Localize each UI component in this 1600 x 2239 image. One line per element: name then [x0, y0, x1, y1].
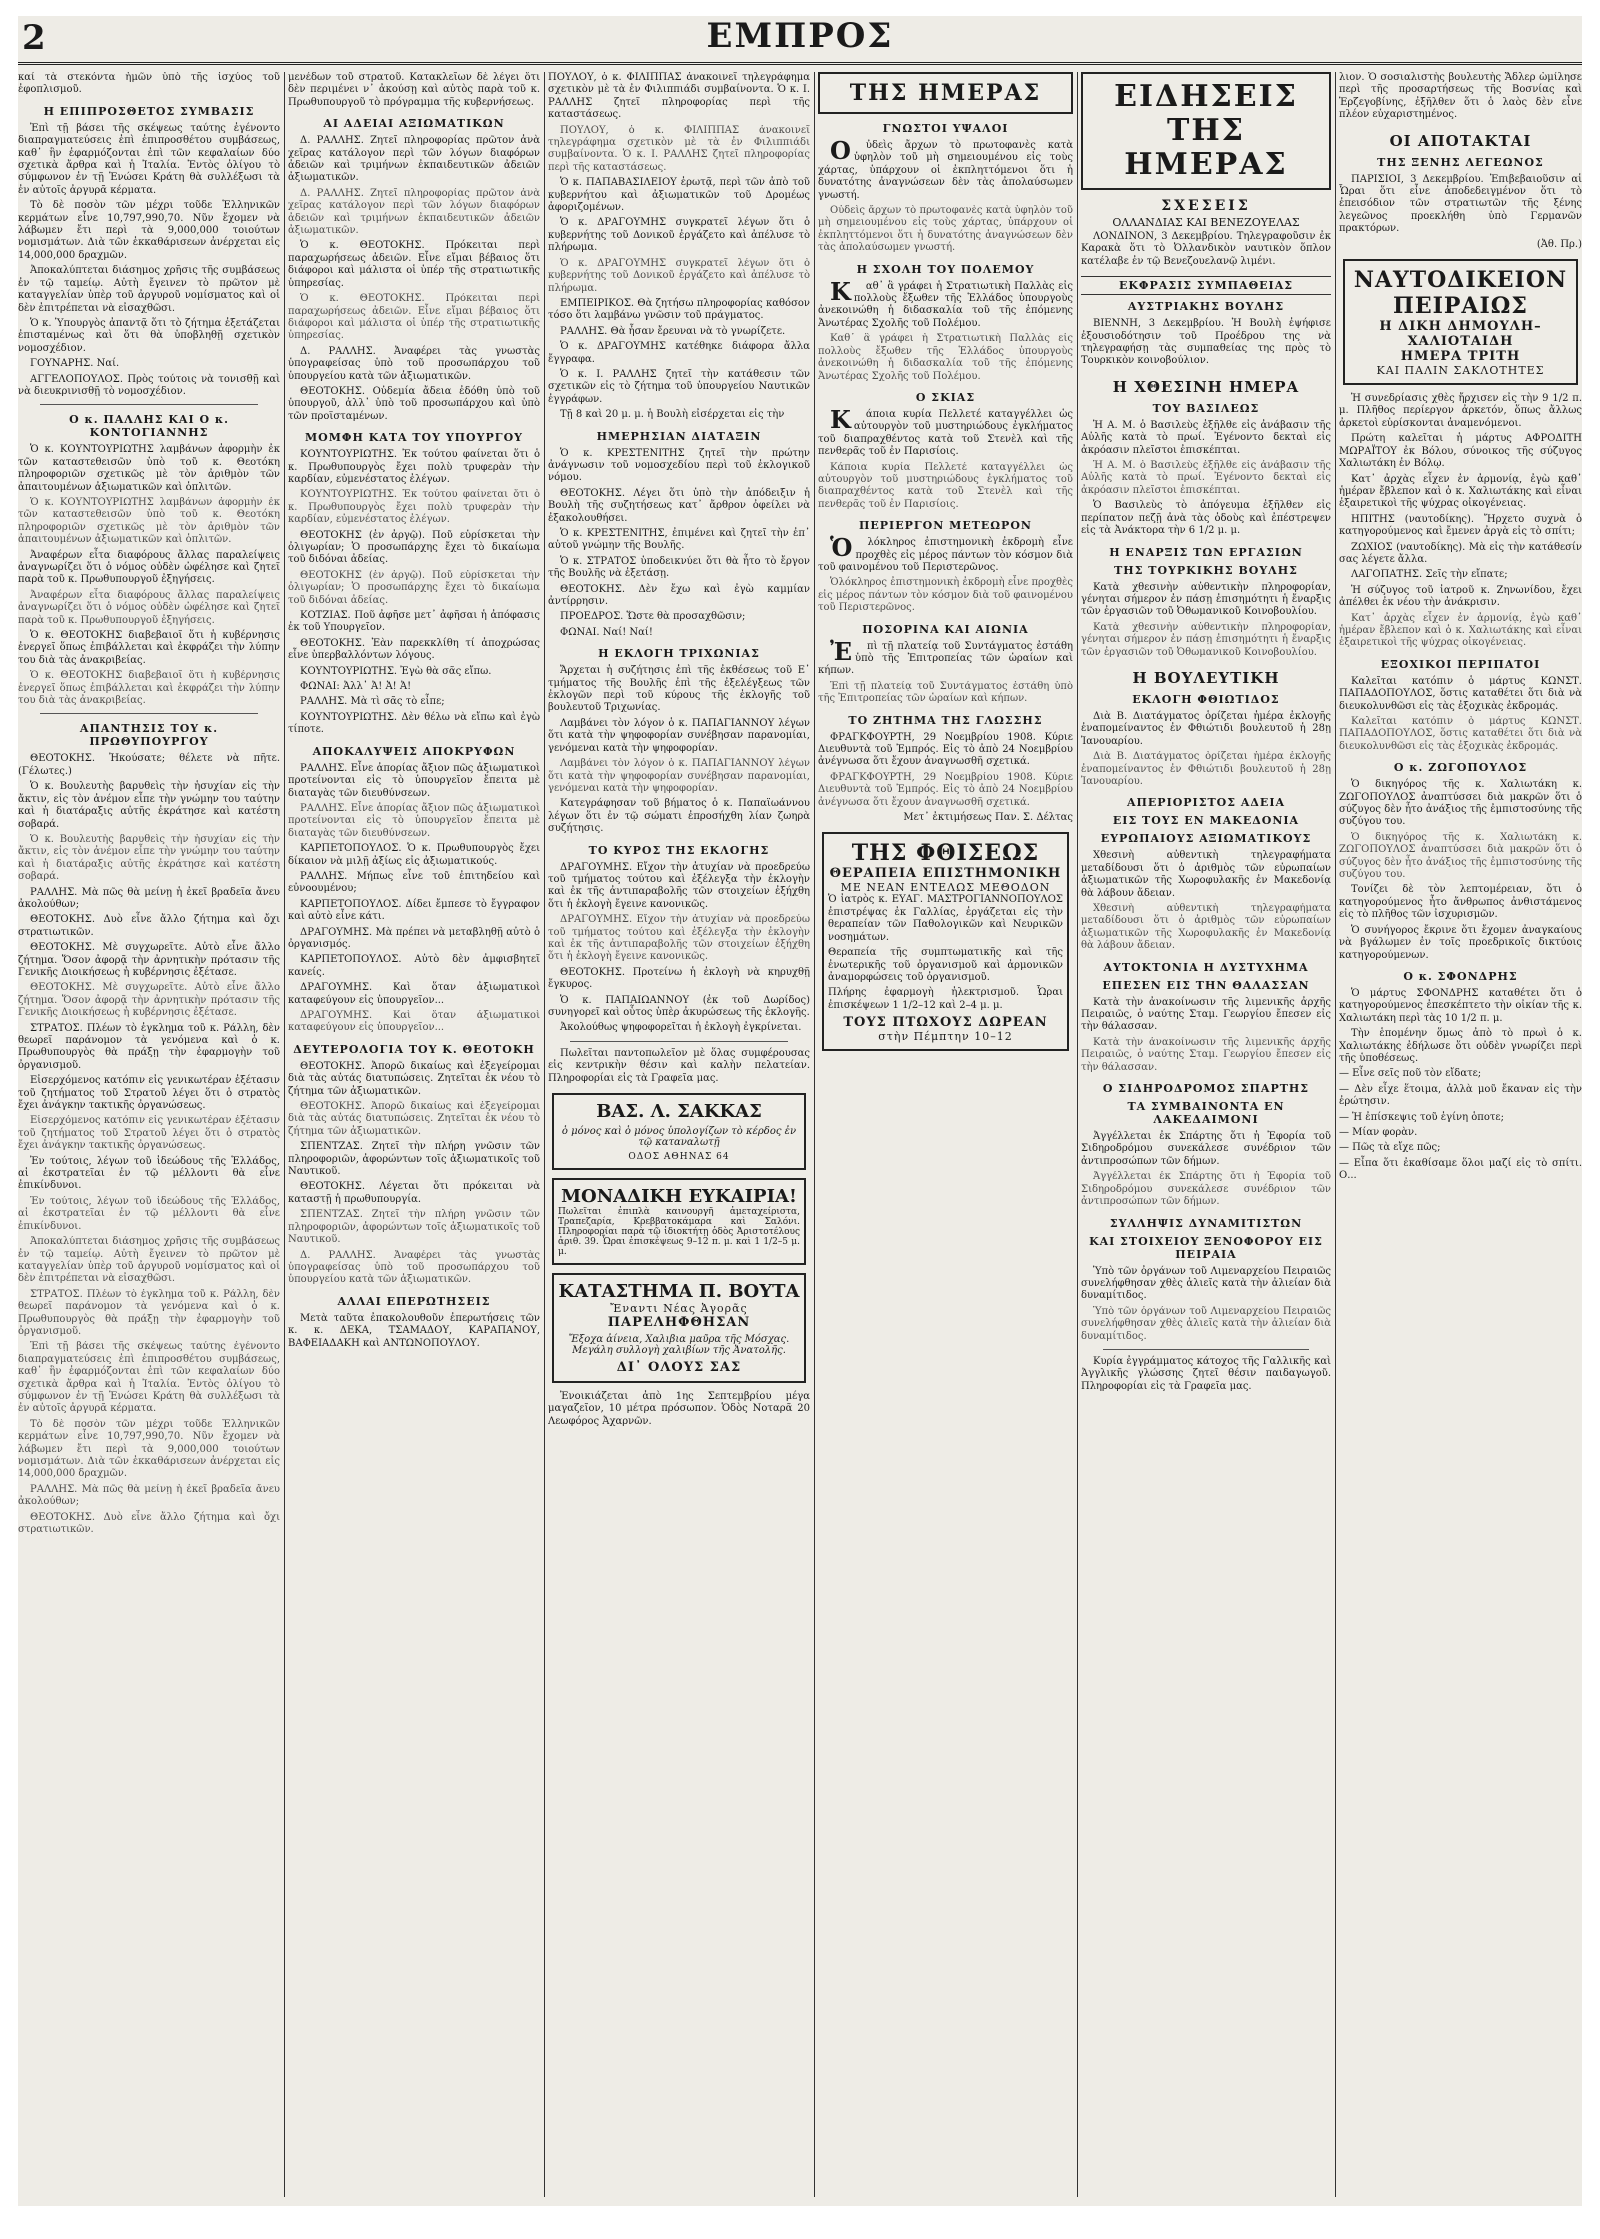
paragraph: Ἀκολούθως ψηφοφορεῖται ἡ ἐκλογὴ ἐγκρίνεται. [560, 1022, 802, 1034]
paragraph: Δ. ΡΑΛΛΗΣ. Ἀναφέρει τὰς γνωστὰς ὑπογραφείσας ὑπὸ τοῦ προσωπάρχου τοῦ ὑπουργείου κατὰ τῶν ἀξιωματικῶν. [288, 1249, 540, 1286]
ad-subtitle: Ἔναντι Νέας Ἀγορᾶς [610, 1302, 748, 1316]
newspaper-page [18, 16, 1582, 2206]
section-heading: ΕΞΟΧΙΚΟΙ ΠΕΡΙΠΑΤΟΙ [1380, 657, 1541, 671]
page-number: 2 [22, 18, 46, 58]
paragraph: Κάποια κυρία Πελλετέ καταγγέλλει ὡς αὐτουργὸν τοῦ μυστηριώδους ἐγκλήματος τοῦ διαπραχθέντος κατὰ τοῦ Στενὲλ καὶ τῆς πενθερᾶς τοῦ ἐν Παρισίοις. [818, 461, 1073, 510]
ad-text: Πωλεῖται ἐπιπλὰ καινουργῆ ἀμεταχείριστα, Τραπεζαρία, Κρεββατοκάμαρα καὶ Σαλόνι. Πληροφορίαι παρὰ τῷ ἰδιοκτήτῃ ὁδὸς Ἀριστοτέλους ἀριθ. 39. Ὧραι ἐπισκέψεως 9–12 π. μ. καὶ 1 1/2–5 μ. μ. [558, 1207, 800, 1258]
section-heading: Η ΕΠΙΠΡΟΣΘΕΤΟΣ ΣΥΜΒΑΣΙΣ [43, 104, 255, 118]
dialogue-line: — Εἶνε σεῖς ποῦ τὸν εἴδατε; [1339, 1068, 1482, 1080]
paragraph: Ὁ κ. ΠΑΠΑΙΩΑΝΝΟΥ (ἐκ τοῦ Δωρίδος) συνηγορεῖ καὶ οὗτος ὑπὲρ ἀκυρώσεως τῆς ἐκλογῆς. [548, 994, 810, 1018]
section-heading: ΑΥΤΟΚΤΟΝΙΑ Η ΔΥΣΤΥΧΗΜΑ [1103, 960, 1309, 974]
paragraph: ΘΕΟΤΟΚΗΣ. Προτείνω ἡ ἐκλογὴ νὰ κηρυχθῇ ἔγκυρος. [548, 966, 810, 991]
paragraph: Ὁ κ. ΠΑΠΑΒΑΣΙΛΕΙΟΥ ἐρωτᾷ, περὶ τῶν ἀπὸ τοῦ κυβερνήτου καὶ ἀξιωματικῶν τοῦ Δρομέως ἀφοριζομένων. [548, 177, 810, 214]
section-heading: ΕΚΦΡΑΣΙΣ ΣΥΜΠΑΘΕΙΑΣ [1081, 276, 1331, 295]
paragraph: ΡΑΛΛΗΣ. Μὰ πῶς θὰ μείνῃ ἡ ἐκεῖ βραδεῖα ἄνευ ἀκολούθων; [18, 886, 280, 910]
paragraph: ΓΟΥΝΑΡΗΣ. Ναί. [30, 358, 120, 370]
section-heading: ΑΙ ΑΔΕΙΑΙ ΑΞΙΩΜΑΤΙΚΩΝ [323, 117, 505, 131]
paragraph: ΚΑΡΠΕΤΟΠΟΥΛΟΣ. Ὁ κ. Πρωθυπουργὸς ἔχει δίκαιον νὰ μιλῇ ἀξίως εἰς ἀξιωματικούς. [288, 843, 540, 867]
ad-opportunity [552, 1178, 806, 1265]
paragraph: ΔΡΑΓΟΥΜΗΣ. Εἴχον τὴν ἀτυχίαν νὰ προεδρεύω τοῦ τμήματος τούτου καὶ ἐξέλεγξα τὴν ἐκλογὴν καὶ ἐκ τῆς ἀντιπαραβολῆς τῶν στοιχείων ἐξήχθη ὅτι ἡ ἐκλογὴ ἔγεινε κανονικῶς. [548, 861, 810, 910]
paragraph: Ὁ κ. Ι. ΡΑΛΛΗΣ ζητεῖ τὴν κατάθεσιν τῶν σχετικῶν εἰς τὸ ζήτημα τοῦ ὑπουργείου Ναυτικῶν ἐγγράφων. [548, 368, 810, 405]
masthead [18, 16, 1582, 65]
paragraph: Κατὰ χθεσινὴν αὐθεντικὴν πληροφορίαν, γένηται σήμερον ἐν πάσῃ ἐπισημότητι ἡ ἔναρξις τῶν ἐργασιῶν τοῦ Ὀθωμανικοῦ Κοινοβουλίου. [1081, 621, 1331, 658]
paragraph: ΘΕΟΤΟΚΗΣ. Λέγει ὅτι ὑπὸ τὴν ἀπόδειξιν ἡ Βουλὴ τῆς συζητήσεως κατ᾽ ἄρθρον ὀφείλει νὰ ἐξακολουθήσει. [548, 487, 810, 524]
ad-text: ὁ μόνος καὶ ὁ μόνος ὑπολογίζων τὸ κέρδος ἐν τῷ καταναλωτῇ [561, 1126, 797, 1149]
section-heading: ΗΜΕΡΗΣΙΑΝ ΔΙΑΤΑΞΙΝ [596, 429, 762, 443]
ad-phthisis-therapy [822, 832, 1069, 1051]
section-heading: ΤΟ ΚΥΡΟΣ ΤΗΣ ΕΚΛΟΓΗΣ [588, 843, 770, 857]
separator [40, 404, 258, 405]
paragraph: Χθεσινὴ αὐθεντικὴ τηλεγραφήματα μεταδίδουσι ὅτι ὁ ἀριθμὸς τῶν εὐρωπαίων ἀξιωματικῶν τῆς Χωροφυλακῆς ἐν Μακεδονίᾳ θὰ λάβουν ἄδειαν. [1081, 903, 1331, 952]
section-heading: ΠΕΡΙΕΡΓΟΝ ΜΕΤΕΩΡΟΝ [859, 519, 1032, 533]
column-6 [1339, 72, 1582, 2197]
paragraph: ΦΡΑΓΚΦΟΥΡΤΗ, 29 Νοεμβρίου 1908. Κύριε Διευθυντὰ τοῦ Ἐμπρός. Εἰς τὸ ἀπὸ 24 Νοεμβρίου ἀνέγνωσα ὅτι ἔχουν ἀναγνωσθῆ σχετικά. [818, 771, 1073, 808]
ad-text: Ἐνοικιάζεται ἀπὸ 1ης Σεπτεμβρίου μέγα μαγαζεῖον, 10 μέτρα πρόσωπον. Ὁδὸς Νοταρᾶ 20 Λεωφόρος Ἀχαρνῶν. [548, 1391, 810, 1427]
paragraph: ΚΟΥΝΤΟΥΡΙΩΤΗΣ. Ἐκ τούτου φαίνεται ὅτι ὁ κ. Πρωθυπουργὸς ἔχει πολὺ τρυφερὰν τὴν καρδίαν, εὐμενέστατος ἐλέγων. [288, 489, 540, 526]
paragraph: Ὁ μάρτυς ΣΦΟΝΔΡΗΣ καταθέτει ὅτι ὁ κατηγορούμενος ἐπεσκέπτετο τὴν οἰκίαν τῆς κ. Χαλιωτάκη περὶ τὰς 10 1/2 π. μ. [1339, 987, 1582, 1024]
paragraph: Ὁ κ. Βουλευτὴς βαρυθεὶς τὴν ἡσυχίαν εἰς τὴν ἄκτιν, εἰς τὸν ἀνέμον εἶπε τὴν γνώμην του ταύτην καὶ ἡ διατάραξις αὐτῆς ἐκράτησε καὶ κατέστη σοβαρά. [18, 781, 280, 830]
paragraph: Τῇ 8 καὶ 20 μ. μ. ἡ Βουλὴ εἰσέρχεται εἰς τὴν [560, 409, 785, 421]
paragraph: ΣΤΡΑΤΟΣ. Πλέων τὸ ἐγκλημα τοῦ κ. Ράλλη, δὲν θεωρεῖ παράνομον τὰ γενόμενα καὶ ὁ κ. Πρωθυπουργὸς θὰ πράξῃ τὴν ἐφαρμογὴν τοῦ ὀργανισμοῦ. [18, 1022, 280, 1071]
section-heading: Η ΣΧΟΛΗ ΤΟΥ ΠΟΛΕΜΟΥ [856, 262, 1035, 276]
ad-text: Κυρία ἐγγράμματος κάτοχος τῆς Γαλλικῆς καὶ Ἀγγλικῆς γλώσσης ζητεῖ θέσιν παιδαγωγοῦ. Πληροφορίαι εἰς τὰ Γραφεῖα μας. [1081, 1355, 1331, 1392]
paragraph: Μετὰ ταῦτα ἐπακολουθοῦν ἐπερωτήσεις τῶν κ. κ. ΔΕΚΑ, ΤΣΑΜΑΔΟΥ, ΚΑΡΑΠΑΝΟΥ, ΒΑΦΕΙΑΔΑΚΗ καὶ ΑΝΤΩΝΟΠΟΥΛΟΥ. [288, 1312, 540, 1349]
paragraph: Τονίζει δὲ τὸν λεπτομέρειαν, ὅτι ὁ κατηγορούμενος ἦτο ἄνθρωπος ἀνθιστάμενος εἰς τὸ πλῆθος τῶν ἰσχυρισμῶν. [1339, 884, 1582, 921]
separator [570, 1041, 788, 1042]
ad-text: Πλήρης ἐφαρμογὴ ἠλεκτρισμοῦ. Ὧραι ἐπισκέψεων 1 1/2–12 καὶ 2–4 μ. μ. [828, 987, 1063, 1011]
paragraph: ΔΡΑΓΟΥΜΗΣ. Εἴχον τὴν ἀτυχίαν νὰ προεδρεύω τοῦ τμήματος τούτου καὶ ἐξέλεγξα τὴν ἐκλογὴν καὶ ἐκ τῆς ἀντιπαραβολῆς τῶν στοιχείων ἐξήχθη ὅτι ἡ ἐκλογὴ ἔγεινε κανονικῶς. [548, 914, 810, 963]
dialogue-line: — Εἶπα ὅτι ἐκαθίσαμε ὅλοι μαζί εἰς τὸ σπίτι. Ο... [1339, 1157, 1582, 1182]
paragraph: Ἀναφέρων εἶτα διαφόρους ἄλλας παραλείψεις ἀναγνωρίζει ὅτι ὁ νόμος οὐδὲν ὠφέλησε καὶ ζητεῖ παρὰ τοῦ κ. Πρωθυπουργοῦ ἐξηγήσεις. [18, 589, 280, 626]
paragraph: μενέδων τοῦ στρατοῦ. Κατακλεῖων δὲ λέγει ὅτι δὲν περιμένει ν᾽ ἀκούσῃ καὶ αὐτὸς παρὰ τοῦ κ. Πρωθυπουργοῦ τὸ πρόγραμμα τῆς κυβερνήσεως. [288, 72, 540, 108]
paragraph: ΔΡΑΓΟΥΜΗΣ. Καὶ ὅταν ἀξιωματικοὶ καταφεύγουν εἰς ὑπουργεῖον... [288, 982, 540, 1006]
section-heading: ΓΝΩΣΤΟΙ ΥΨΑΛΟΙ [882, 122, 1009, 135]
paragraph: ΘΕΟΤΟΚΗΣ (ἐν ἀργῷ). Ποῦ εὑρίσκεται τὴν ὀλιγωρίαν; Ὁ προσωπάρχης ἔχει τὸ δικαίωμα τοῦ διδόναι ἀδείας. [288, 529, 540, 566]
paragraph: Ἄρχεται ἡ συζήτησις ἐπὶ τῆς ἐκθέσεως τοῦ Ε᾽ τμήματος τῆς Βουλῆς ἐπὶ τῆς ἐξελέγξεως τῶν ἐκλογῶν περὶ τοῦ κύρους τῆς ἐκλογῆς τοῦ βουλευτοῦ Τριχωνίας. [548, 665, 810, 714]
paragraph: Δ. ΡΑΛΛΗΣ. Ἀναφέρει τὰς γνωστὰς ὑπογραφείσας ὑπὸ τοῦ προσωπάρχου τοῦ ὑπουργείου κατὰ τῶν ἀξιωματικῶν. [288, 345, 540, 382]
dialogue-line: — Δὲν εἶχε ἕτοιμα, ἀλλὰ μοῦ ἔκαναν εἰς τὴν ἐρώτησιν. [1339, 1083, 1582, 1108]
column-1 [18, 72, 280, 2197]
paragraph: ΘΕΟΤΟΚΗΣ. Ἐὰν παρεκκλίθη τί ἀποχρώσας εἶνε ὑπερβαλλόντων λόγους. [288, 637, 540, 662]
ad-footer: ΔΙ᾽ ΟΛΟΥΣ ΣΑΣ [616, 1360, 742, 1376]
section-heading: ΔΕΥΤΕΡΟΛΟΓΙΑ ΤΟΥ Κ. ΘΕΟΤΟΚΗ [293, 1042, 535, 1056]
section-heading-sub: ΤΗΣ ΤΟΥΡΚΙΚΗΣ ΒΟΥΛΗΣ [1114, 563, 1298, 577]
paragraph: Ἡ σύζυγος τοῦ ἰατροῦ κ. Ζηνωνίδου, ἔχει ἀπέλθει ἐκ νέου τὴν ἀνάκρισιν. [1339, 584, 1582, 609]
ad-title: ΚΑΤΑΣΤΗΜΑ Π. ΒΟΥΤΑ [558, 1281, 800, 1303]
paragraph: Χθεσινὴ αὐθεντικὴ τηλεγραφήματα μεταδίδουσι ὅτι ὁ ἀριθμὸς τῶν εὐρωπαίων ἀξιωματικῶν τῆς Χωροφυλακῆς ἐν Μακεδονίᾳ θὰ λάβουν ἄδειαν. [1081, 850, 1331, 899]
paragraph: Οὐδεὶς ἄρχων τὸ πρωτοφανὲς κατὰ ὑφηλὸν τοῦ μὴ σημειουμένου εἰς τοὺς χάρτας, ὑπάρχουν οἱ ἐκπληττόμενοι ὅτι ἡ δυνατότης ἀναγνώσεων δὲν τὰς ἀπολαύσωμεν γνωστή. [818, 205, 1073, 254]
section-heading-sub: ΑΥΣΤΡΙΑΚΗΣ ΒΟΥΛΗΣ [1127, 300, 1285, 314]
ad-text: Πωλεῖται παντοπωλεῖον μὲ ὅλας συμφέρουσας εἰς κεντρικὴν θέσιν καὶ καλὴν πελατείαν. Πληροφορίαι εἰς τὰ Γραφεῖα μας. [548, 1047, 810, 1084]
paragraph: Ὁ συνήγορος ἔκρινε ὅτι ἔχομεν ἀναγκαίους νὰ βγάλωμεν ἐν τοῖς προεδρικοῖς δικτύοις κατηγορούμενων. [1339, 924, 1582, 961]
paragraph: Ἐπὶ τῇ πλατείᾳ τοῦ Συντάγματος ἐστάθη ὑπὸ τῆς Ἐπιτροπείας τῶν ὡραίων καὶ κήπων. [818, 636, 1073, 677]
paragraph: Ὁλόκληρος ἐπιστημονικὴ ἐκδρομὴ εἶνε προχθὲς εἰς μέρος πάντων τὸν κόσμον διὰ τοῦ φαινομένου τοῦ Περιστερῶνος. [818, 533, 1073, 573]
paragraph: ΦΩΝΑΙ. Ναί! Ναί! [560, 626, 653, 638]
paragraph: ΗΠΙΤΗΣ (ναυτοδίκης). Ἤρχετο συχνὰ ὁ κατηγορούμενος καὶ ἔμενεν ἀργὰ εἰς τὸ σπίτι; [1339, 513, 1582, 538]
paragraph: Τὸ δὲ ποσὸν τῶν μέχρι τοῦδε Ἑλληνικῶν κερμάτων εἶνε 10,797,990,70. Νῦν ἔχομεν νὰ λάβωμεν ἔτι περὶ τὰ 9,000,000 τοιούτων νομισμάτων. Διὰ τῶν ἐκκαθάρισεων ἀνέρχεται εἰς 14,000,000 δραχμῶν. [18, 200, 280, 261]
paragraph: Λαμβάνει τὸν λόγον ὁ κ. ΠΑΠΑΓΙΑΝΝΟΥ λέγων ὅτι κατὰ τὴν ψηφοφορίαν συνέβησαν παρανομίαι, γενόμεναι κατὰ τὴν ψηφοφορίαν. [548, 717, 810, 754]
paragraph: Τὴν ἑπομένην ὅμως ἀπὸ τὸ πρωὶ ὁ κ. Χαλιωτάκης ἐδήλωσε ὅτι οὐδὲν γνωρίζει περὶ τῆς ὑποθέσεως. [1339, 1028, 1582, 1064]
ad-big-word: ΠΑΡΕΛΗΦΘΗΣΑΝ [607, 1315, 751, 1331]
dialogue-line: — Ἡ ἐπίσκεψις τοῦ ἐγίνη ὁποτε; [1339, 1111, 1504, 1123]
paragraph: ΣΤΡΑΤΟΣ. Πλέων τὸ ἐγκλημα τοῦ κ. Ράλλη, δὲν θεωρεῖ παράνομον τὰ γενόμενα καὶ ὁ κ. Πρωθυπουργὸς θὰ πράξῃ τὴν ἐφαρμογὴν τοῦ ὀργανισμοῦ. [18, 1288, 280, 1337]
section-heading: Η ΕΝΑΡΞΙΣ ΤΩΝ ΕΡΓΑΣΙΩΝ [1109, 545, 1303, 559]
paragraph: ΘΕΟΤΟΚΗΣ (ἐν ἀργῷ). Ποῦ εὑρίσκεται τὴν ὀλιγωρίαν; Ὁ προσωπάρχης ἔχει τὸ δικαίωμα τοῦ διδόναι ἀδείας. [288, 569, 540, 606]
ad-text: Ἔξοχα ἀίνεια, Χαλιβια μαῦρα τῆς Μόσχας. Μεγάλη συλλογὴ χαλιβίων τῆς Ἀνατολῆς. [568, 1334, 790, 1357]
column-5 [1081, 72, 1331, 2197]
section-heading: ΑΠΑΝΤΗΣΙΣ ΤΟΥ κ. ΠΡΩΘΥΠΟΥΡΓΟΥ [79, 722, 219, 749]
paragraph: ΠΟΥΛΟΥ, ὁ κ. ΦΙΛΙΠΠΑΣ ἀνακοινεῖ τηλεγράφημα σχετικὸν μὲ τὰ ἐν Φιλιππιάδι συμβαίνοντα. Ὁ κ. Ι. ΡΑΛΛΗΣ ζητεῖ πληροφορίας περὶ τῆς καταστάσεως. [548, 124, 810, 173]
paragraph: Κατεγράφησαν τοῦ βήματος ὁ κ. Παπαϊωάννου λέγων ὅτι ἐν τῷ σώματι ἐπροσήχθη λίαν ζωηρὰ συζήτησις. [548, 798, 810, 835]
paragraph: ΚΟΤΖΙΑΣ. Ποῦ ἀφῆσε μετ᾽ ἀφῆσαι ἡ ἀπόφασις ἐκ τοῦ Υπουργεῖον. [288, 610, 540, 634]
paragraph: Ὁ κ. Βουλευτὴς βαρυθεὶς τὴν ἡσυχίαν εἰς τὴν ἄκτιν, εἰς τὸν ἀνέμον εἶπε τὴν γνώμην του ταύτην καὶ ἡ διατάραξις αὐτῆς ἐκράτησε καὶ κατέστη σοβαρά. [18, 833, 280, 883]
paragraph: Οὐδεὶς ἄρχων τὸ πρωτοφανὲς κατὰ ὑφηλὸν τοῦ μὴ σημειουμένου εἰς τοὺς χάρτας, ὑπάρχουν οἱ ἐκπληττόμενοι ὅτι ἡ δυνατότης ἀναγνώσεων δὲν τὰς ἀπολαύσωμεν γνωστή. [818, 136, 1073, 201]
paragraph: ΡΑΛΛΗΣ. Εἶνε ἀπορίας ἄξιον πῶς ἀξιωματικοὶ προτείνονται εἰς τὸ ὑπουργεῖον ἔπειτα μὲ διαταγὰς τῶν διευθύνσεων. [288, 802, 540, 839]
paragraph: Κατὰ τὴν ἀνακοίνωσιν τῆς λιμενικῆς ἀρχῆς Πειραιῶς, ὁ ναύτης Σταμ. Γεωργίου ἔπεσεν εἰς τὴν θάλασσαν. [1081, 1036, 1331, 1073]
paragraph: Καλεῖται κατόπιν ὁ μάρτυς ΚΩΝΣΤ. ΠΑΠΑΔΟΠΟΥΛΟΣ, ὅστις καταθέτει ὅτι διὰ νὰ διευκολυνθῶσι εἰς τὰς ἐξοχικὰς ἐκδρομάς. [1339, 716, 1582, 752]
column-rule [284, 72, 285, 2197]
section-heading-sub: ΕΚΛΟΓΗ ΦΘΙΩΤΙΔΟΣ [1132, 692, 1280, 706]
section-banner: ΤΗΣ ΗΜΕΡΑΣ [818, 72, 1073, 114]
paragraph: Ἀγγέλλεται ἐκ Σπάρτης ὅτι ἡ Ἐφορία τοῦ Σιδηροδρόμου συνεκάλεσε συνέδριον τῶν ἀντιπροσώπων τῶν δήμων. [1081, 1131, 1331, 1167]
paragraph: ΠΟΥΛΟΥ, ὁ κ. ΦΙΛΙΠΠΑΣ ἀνακοινεῖ τηλεγράφημα σχετικὸν μὲ τὰ ἐν Φιλιππιάδι συμβαίνοντα. Ὁ κ. Ι. ΡΑΛΛΗΣ ζητεῖ πληροφορίας περὶ τῆς καταστάσεως. [548, 72, 810, 121]
paragraph: Καθ᾽ ἃ γράφει ἡ Στρατιωτικὴ Παλλὰς εἰς πολλοὺς ἔξωθεν τῆς Ἑλλάδος ὑπουργοὺς ἀνεκοινώθη ἡ διδασκαλία τοῦ τῆς ἐπόμενης Ἀνωτέρας Σχολῆς τοῦ Πολέμου. [818, 276, 1073, 329]
paragraph: ΚΟΥΝΤΟΥΡΙΩΤΗΣ. Ἐγὼ θὰ σᾶς εἴπω. [300, 665, 492, 677]
section-heading-sub: ΤΗΣ ΞΕΝΗΣ ΛΕΓΕΩΝΟΣ [1377, 155, 1544, 169]
banner-title: ΝΑΥΤΟΔΙΚΕΙΟΝ [1353, 267, 1568, 294]
paragraph: Ὁ Βασιλεὺς τὸ ἀπόγευμα ἐξῆλθεν εἰς περίπατον πεζῇ ἀνὰ τὰς ὁδοὺς καὶ ἐπέστρεψεν εἰς τὰ Ἀνάκτορα τὴν 6 1/2 μ. μ. [1081, 500, 1331, 537]
paragraph: ΚΑΡΠΕΤΟΠΟΥΛΟΣ. Αὐτὸ δὲν ἀμφισβητεῖ κανείς. [288, 954, 540, 978]
paragraph: Ἐπὶ τῇ βάσει τῆς σκέψεως ταύτης ἐγένοντο διαπραγματεύσεις ἐπὶ ἐπιπροσθέτου συμβάσεως, καθ᾽ ἣν ἐφαρμόζονται ἐπὶ τῶν κεφαλαίων δύο σχετικὰ ἄρθρα καὶ ἡ Ἰταλία. Ἐντὸς ὀλίγου τὸ σύμφωνον ἐν τῇ Ἑνώσει Κράτη θὰ συλλέξωσι τὰ ἐν αὐτοῖς ἀργυρᾶ κέρματα. [18, 1341, 280, 1415]
paragraph: ΔΡΑΓΟΥΜΗΣ. Καὶ ὅταν ἀξιωματικοὶ καταφεύγουν εἰς ὑπουργεῖον... [288, 1010, 540, 1034]
column-rule [1335, 72, 1336, 2197]
paragraph: Ἀποκαλύπτεται διάσημος χρῆσις τῆς συμβάσεως ἐν τῷ ταμείῳ. Αὐτὴ ἔγεινεν τὸ πρῶτον μὲ καταγγελίαν ὑπὲρ τοῦ ἀργυροῦ νομίσματος καὶ οἱ δὲν ἐπιτρέπεται νὰ εἰσαχθῶσι. [18, 1236, 280, 1285]
section-heading: Η ΧΘΕΣΙΝΗ ΗΜΕΡΑ [1112, 377, 1300, 396]
paragraph: Ἐν τούτοις, λέγων τοῦ ἰδεώδους τῆς Ἑλλάδος, αἱ ἐκστρατεῖαι ἐν τῷ μέλλοντι θὰ εἶνε ἐπικίνδυνοι. [18, 1195, 280, 1232]
paragraph: ΡΑΛΛΗΣ. Μήπως εἶνε τοῦ ἐπιτηδείου καὶ εὐνοουμένου; [288, 870, 540, 895]
ad-subtitle-2: ΜΕ ΝΕΑΝ ΕΝΤΕΛΩΣ ΜΕΘΟΔΟΝ [840, 881, 1051, 895]
paragraph: ΕΜΠΕΙΡΙΚΟΣ. Θὰ ζητήσω πληροφορίας καθόσον τόσο ὅτι λαμβάνω γνῶσιν τοῦ πράγματος. [548, 297, 810, 322]
section-heading-sub: ΕΙΣ ΤΟΥΣ ΕΝ ΜΑΚΕΔΟΝΙΑ [1112, 814, 1300, 828]
section-heading: Η ΕΚΛΟΓΗ ΤΡΙΧΩΝΙΑΣ [598, 647, 760, 661]
ad-title: ΒΑΣ. Λ. ΣΑΚΚΑΣ [596, 1101, 762, 1123]
paragraph: ΛΟΝΔΙΝΟΝ, 3 Δεκεμβρίου. Τηλεγραφοῦσιν ἐκ Καρακὰ ὅτι τὸ Ὀλλανδικὸν ναυτικὸν ὅπλον κατέλαβε ἐν τῷ Βενεζουελανῷ λιμένι. [1081, 231, 1331, 267]
paragraph: Ἡ συνεδρίασις χθὲς ἤρχισεν εἰς τὴν 9 1/2 π. μ. Πλῆθος περίεργον ἀρκετόν, ὅπως ἄλλως ἀρκετοὶ εὑρίσκονται ἀναμενόμενοι. [1339, 393, 1582, 429]
paragraph: Ὁ κ. ΔΡΑΓΟΥΜΗΣ συγκρατεῖ λέγων ὅτι ὁ κυβερνήτης τοῦ Δονικοῦ ἐργάζετο καὶ ἀπέλυσε τὸ πλήρωμα. [548, 257, 810, 294]
kicker: ΣΧΕΣΕΙΣ [1161, 198, 1251, 214]
paragraph: Ὁ κ. ΘΕΟΤΟΚΗΣ. Πρόκειται περὶ παραχωρήσεως ἀδειῶν. Εἶνε εἴμαι βέβαιος ὅτι διάφοροι καὶ μάλιστα οἱ ὑπέρ τῆς στρατιωτικῆς ὑπηρεσίας. [288, 240, 540, 289]
paragraph: Ἀγγέλλεται ἐκ Σπάρτης ὅτι ἡ Ἐφορία τοῦ Σιδηροδρόμου συνεκάλεσε συνέδριον τῶν ἀντιπροσώπων τῶν δήμων. [1081, 1171, 1331, 1208]
paragraph: Διὰ Β. Διατάγματος ὁρίζεται ἡμέρα ἐκλογῆς ἐναπομείναντος ἐν Φθιώτιδι βουλευτοῦ ἡ 28ῃ Ἰανουαρίου. [1081, 751, 1331, 787]
paragraph: Ὁ κ. ΘΕΟΤΟΚΗΣ. Πρόκειται περὶ παραχωρήσεως ἀδειῶν. Εἶνε εἴμαι βέβαιος ὅτι διάφοροι καὶ μάλιστα οἱ ὑπέρ τῆς στρατιωτικῆς ὑπηρεσίας. [288, 293, 540, 342]
paragraph: ΠΡΟΕΔΡΟΣ. Ὥστε θὰ προσαχθῶσιν; [560, 611, 746, 623]
paragraph: ΘΕΟΤΟΚΗΣ. Λέγεται ὅτι πρόκειται νὰ καταστῇ ἡ πρωθυπουργία. [288, 1181, 540, 1205]
paragraph: Κατὰ τὴν ἀνακοίνωσιν τῆς λιμενικῆς ἀρχῆς Πειραιῶς, ὁ ναύτης Σταμ. Γεωργίου ἔπεσεν εἰς τὴν θάλασσαν. [1081, 996, 1331, 1033]
section-heading-sub: ΕΠΕΣΕΝ ΕΙΣ ΤΗΝ ΘΑΛΑΣΣΑΝ [1102, 978, 1310, 992]
section-heading: Ο κ. ΣΦΟΝΔΡΗΣ [1403, 969, 1518, 983]
banner-title-2: ΠΕΙΡΑΙΩΣ [1393, 293, 1528, 320]
paragraph: Ἐν τούτοις, λέγων τοῦ ἰδεώδους τῆς Ἑλλάδος, αἱ ἐκστρατεῖαι ἐν τῷ μέλλοντι θὰ εἶνε ἐπικίνδυνοι. [18, 1155, 280, 1192]
paragraph: Δ. ΡΑΛΛΗΣ. Ζητεῖ πληροφορίας πρῶτον ἀνὰ χεῖρας κατάλογον περὶ τῶν λόγων διαφόρων ἀδειῶν καὶ τριμήνων ἐκπαιδευτικῶν ἀδειῶν ἀξιωματικῶν. [288, 135, 540, 184]
section-heading: ΑΠΟΚΑΛΥΨΕΙΣ ΑΠΟΚΡΥΦΩΝ [312, 744, 516, 758]
signature: Μετ᾽ ἐκτιμήσεως Παν. Σ. Δέλτας [903, 812, 1073, 824]
section-heading: ΑΠΕΡΙΟΡΙΣΤΟΣ ΑΔΕΙΑ [1126, 796, 1285, 810]
paragraph: ΘΕΟΤΟΚΗΣ. Μὲ συγχωρεῖτε. Αὐτὸ εἶνε ἄλλο ζήτημα. Ὅσον ἀφορᾷ τὴν ἀρνητικὴν πρότασιν τῆς Γενικῆς Διοικήσεως ἡ κυβέρνησις ἐξέτασε. [18, 982, 280, 1019]
section-heading: ΑΛΛΑΙ ΕΠΕΡΩΤΗΣΕΙΣ [337, 1294, 491, 1308]
section-heading: ΟΙ ΑΠΟΤΑΚΤΑΙ [1389, 131, 1532, 150]
dialogue-line: — Μίαν φορὰν. [1339, 1126, 1418, 1138]
section-heading: ΜΟΜΦΗ ΚΑΤΑ ΤΟΥ ΥΠΟΥΡΓΟΥ [304, 431, 524, 445]
paragraph: ΣΠΕΝΤΖΑΣ. Ζητεῖ τὴν πλήρη γνῶσιν τῶν πληροφοριῶν, ἀφορώντων τοῖς ἀξιωματικοῖς τοῦ Ναυτικοῦ. [288, 1141, 540, 1178]
paragraph: ΘΕΟΤΟΚΗΣ. Οὐδεμία ἄδεια ἐδόθη ὑπὸ τοῦ ὑπουργοῦ, ἀλλ᾽ ὑπὸ τοῦ προσωπάρχου καὶ ὑπὸ τῶν προϊσταμένων. [288, 385, 540, 422]
paragraph: ΚΑΡΠΕΤΟΠΟΥΛΟΣ. Δίδει ἔμπεσε τὸ ἔγγραφον καὶ αὐτὸ εἶνε κάτι. [288, 898, 540, 923]
paragraph: Ἡ Α. Μ. ὁ Βασιλεὺς ἐξῆλθε εἰς ἀνάβασιν τῆς Αὐλῆς κατὰ τὸ πρωί. Ἐγένοντο δεκταὶ εἰς ἀκρόασιν πλεῖστοι ἐπισκέπται. [1081, 419, 1331, 456]
ad-sakkas [552, 1093, 806, 1170]
paragraph: ΘΕΟΤΟΚΗΣ. Δὲν ἔχω καὶ ἐγὼ καμμίαν ἀντίρρησιν. [548, 583, 810, 608]
banner-subtitle: Η ΔΙΚΗ ΔΗΜΟΥΛΗ–ΧΑΛΙΟΤΑΙΔΗ [1379, 319, 1542, 350]
paragraph: ΡΑΛΛΗΣ. Εἶνε ἀπορίας ἄξιον πῶς ἀξιωματικοὶ προτείνονται εἰς τὸ ὑπουργεῖον ἔπειτα μὲ διαταγὰς τῶν διευθύνσεων. [288, 762, 540, 799]
ad-title: ΤΗΣ ΦΘΙΣΕΩΣ [851, 840, 1040, 867]
section-heading: Ο ΣΚΙΑΣ [915, 390, 976, 404]
column-rule [814, 72, 815, 2197]
paragraph: Κάποια κυρία Πελλετέ καταγγέλλει ὡς αὐτουργὸν τοῦ μυστηριώδους ἐγκλήματος τοῦ διαπραχθέντος κατὰ τοῦ Στενὲλ καὶ τῆς πενθερᾶς τοῦ ἐν Παρισίοις. [818, 404, 1073, 458]
paragraph: ΚΟΥΝΤΟΥΡΙΩΤΗΣ. Ἐκ τούτου φαίνεται ὅτι ὁ κ. Πρωθυπουργὸς ἔχει πολὺ τρυφερὰν τὴν καρδίαν, εὐμενέστατος ἐλέγων. [288, 449, 540, 485]
banner-subtitle-3: ΚΑΙ ΠΑΛΙΝ ΣΑΚΛΟΤΗΤΕΣ [1376, 364, 1545, 378]
paragraph: ΘΕΟΤΟΚΗΣ. Μὲ συγχωρεῖτε. Αὐτὸ εἶνε ἄλλο ζήτημα. Ὅσον ἀφορᾷ τὴν ἀρνητικὴν πρότασιν τῆς Γενικῆς Διοικήσεως ἡ κυβέρνησις ἐξέτασε. [18, 942, 280, 978]
ad-title: ΜΟΝΑΔΙΚΗ ΕΥΚΑΙΡΙΑ! [561, 1186, 797, 1208]
paragraph: ΛΑΓΟΠΑΤΗΣ. Σεῖς τὴν εἴπατε; [1351, 569, 1508, 581]
ad-text: Ὁ ἰατρὸς κ. ΕΥΑΓ. ΜΑΣΤΡΟΓΙΑΝΝΟΠΟΥΛΟΣ ἐπιστρέψας ἐκ Γαλλίας, ἐργάζεται εἰς τὴν θεραπείαν τῶν Παθολογικῶν καὶ Νευρικῶν νοσημάτων. [828, 894, 1063, 943]
paragraph: Ἀναφέρων εἶτα διαφόρους ἄλλας παραλείψεις ἀναγνωρίζει ὅτι ὁ νόμος οὐδὲν ὠφέλησε καὶ ζητεῖ παρὰ τοῦ κ. Πρωθυπουργοῦ ἐξηγήσεις. [18, 549, 280, 586]
section-heading: Ο ΣΙΔΗΡΟΔΡΟΜΟΣ ΣΠΑΡΤΗΣ [1102, 1082, 1310, 1096]
paragraph: Ὁλόκληρος ἐπιστημονικὴ ἐκδρομὴ εἶνε προχθὲς εἰς μέρος πάντων τὸν κόσμον διὰ τοῦ φαινομένου τοῦ Περιστερῶνος. [818, 577, 1073, 614]
section-heading: Η ΒΟΥΛΕΥΤΙΚΗ [1132, 668, 1280, 687]
paragraph: ΒΙΕΝΝΗ, 3 Δεκεμβρίου. Ἡ Βουλὴ ἐψήφισε ἐξουσιοδότησιν τοῦ Προέδρου της νὰ τηλεγραφήσῃ τὰς συμπαθείας της πρὸς τὸ Τουρκικὸν κοινοβούλιον. [1081, 318, 1331, 367]
paragraph: ΑΓΓΕΛΟΠΟΥΛΟΣ. Πρὸς τούτοις νὰ τονισθῇ καὶ νὰ διευκρινισθῇ τὸ νομοσχέδιον. [18, 373, 280, 397]
paragraph: ΡΑΛΛΗΣ. Μὰ πῶς θὰ μείνῃ ἡ ἐκεῖ βραδεῖα ἄνευ ἀκολούθων; [18, 1483, 280, 1508]
ad-subtitle: ΘΕΡΑΠΕΙΑ ΕΠΙΣΤΗΜΟΝΙΚΗ [829, 866, 1062, 882]
separator [1103, 1349, 1309, 1350]
paragraph: Τὸ δὲ ποσὸν τῶν μέχρι τοῦδε Ἑλληνικῶν κερμάτων εἶνε 10,797,990,70. Νῦν ἔχομεν νὰ λάβωμεν ἔτι περὶ τὰ 9,000,000 τοιούτων νομισμάτων. Διὰ τῶν ἐκκαθάρισεων ἀνέρχεται εἰς 14,000,000 δραχμῶν. [18, 1418, 280, 1480]
paragraph: Ὁ δικηγόρος τῆς κ. Χαλιωτάκη κ. ΖΩΓΟΠΟΥΛΟΣ ἀναπτύσσει διὰ μακρῶν ὅτι ὁ σύζυγος δὲν ἦτο ἀνάξιος τῆς ἐμπιστοσύνης τῆς συζύγου του. [1339, 779, 1582, 828]
paragraph: Ὁ κ. Ὑπουργὸς ἀπαντᾷ ὅτι τὸ ζήτημα ἐξετάζεται ἐπισταμένως καὶ ὅτι θὰ ὑποβληθῇ σχετικὸν νομοσχέδιον. [18, 317, 280, 354]
section-heading: Ο κ. ΠΑΛΛΗΣ ΚΑΙ Ο κ. ΚΟΝΤΟΓΙΑΝΝΗΣ [69, 413, 229, 440]
paragraph: ΘΕΟΤΟΚΗΣ. Ἠκούσατε; θέλετε νὰ πῆτε. (Γέλωτες.) [18, 753, 280, 777]
paragraph: Ὁ κ. ΚΟΥΝΤΟΥΡΙΩΤΗΣ λαμβάνων ἀφορμὴν ἐκ τῶν καταστεθεισῶν ὑπὸ τοῦ κ. Θεοτόκη πληροφοριῶν σχετικῶς μὲ τὸν ἀριθμὸν τῶν ἀπαιτουμένων ἀξιωματικῶν καὶ ὁπλιτῶν. [18, 444, 280, 493]
paragraph: Ἡ Α. Μ. ὁ Βασιλεὺς ἐξῆλθε εἰς ἀνάβασιν τῆς Αὐλῆς κατὰ τὸ πρωί. Ἐγένοντο δεκταὶ εἰς ἀκρόασιν πλεῖστοι ἐπισκέπται. [1081, 460, 1331, 496]
paragraph: Κατ᾽ ἀρχὰς εἶχεν ἐν ἀρμονίᾳ, ἐγὼ καθ᾽ ἡμέραν ἔβλεπον καὶ ὁ κ. Χαλιωτάκης καὶ εἶναι ἐξαιρετικοὶ τῆς ψύχρας οἰκογένειας. [1339, 473, 1582, 510]
paragraph: Δ. ΡΑΛΛΗΣ. Ζητεῖ πληροφορίας πρῶτον ἀνὰ χεῖρας κατάλογον περὶ τῶν λόγων διαφόρων ἀδειῶν καὶ τριμήνων ἐκπαιδευτικῶν ἀδειῶν ἀξιωματικῶν. [288, 187, 540, 237]
paragraph: Ὁ κ. ΚΡΕΣΤΕΝΙΤΗΣ ζητεῖ τὴν πρώτην ἀνάγνωσιν τοῦ νομοσχεδίου περὶ τοῦ ἐκλογικοῦ νόμου. [548, 447, 810, 484]
paragraph: ΦΩΝΑΙ: Ἀλλ᾽ Ἀ! Ἀ! Ἀ! [300, 681, 412, 693]
ad-footer-2: στὴν Πέμπτην 10–12 [878, 1030, 1013, 1044]
paragraph: λιον. Ὁ σοσιαλιστὴς βουλευτὴς Ἄδλερ ὡμίλησε περὶ τῆς προσαρτήσεως τῆς Βοσνίας καὶ Ἑρζεγοβίνης, ἐξῆλθεν ὅτι ὁ λαὸς δὲν εἶνε πλέον εὐχαριστημένος. [1339, 72, 1582, 121]
paragraph: ΘΕΟΤΟΚΗΣ. Ἀπορῶ δικαίως καὶ ἐξεγείρομαι διὰ τὰς αὐτάς διατυπώσεις. Ζητεῖται ἐκ νέου τὸ ζήτημα τῶν ἀξιωματικῶν. [288, 1060, 540, 1097]
paragraph: Ὑπὸ τῶν ὀργάνων τοῦ Λιμεναρχείου Πειραιῶς συνελήφθησαν χθὲς ἁλιεῖς κατὰ τὴν ἀλιείαν διὰ δυναμίτιδος. [1081, 1305, 1331, 1342]
paragraph: Ἐπὶ τῇ πλατείᾳ τοῦ Συντάγματος ἐστάθη ὑπὸ τῆς Ἐπιτροπείας τῶν ὡραίων καὶ κήπων. [818, 680, 1073, 705]
paragraph: Διὰ Β. Διατάγματος ὁρίζεται ἡμέρα ἐκλογῆς ἐναπομείναντος ἐν Φθιώτιδι βουλευτοῦ ἡ 28ῃ Ἰανουαρίου. [1081, 710, 1331, 747]
column-rule [544, 72, 545, 2197]
paragraph: Ἐπὶ τῇ βάσει τῆς σκέψεως ταύτης ἐγένοντο διαπραγματεύσεις ἐπὶ ἐπιπροσθέτου συμβάσεως, καθ᾽ ἣν ἐφαρμόζονται ἐπὶ τῶν κεφαλαίων δύο σχετικὰ ἄρθρα καὶ ἡ Ἰταλία. Ἐντὸς ὀλίγου τὸ σύμφωνον ἐν τῇ Ἑνώσει Κράτη θὰ συλλέξωσι τὰ ἐν αὐτοῖς ἀργυρᾶ κέρματα. [18, 122, 280, 196]
paragraph: ΖΩΧΙΟΣ (ναυτοδίκης). Μὰ εἰς τὴν κατάθεσίν σας λέγετε ἄλλα. [1339, 541, 1582, 565]
column-4 [818, 72, 1073, 2197]
paragraph: Ὁ δικηγόρος τῆς κ. Χαλιωτάκη κ. ΖΩΓΟΠΟΥΛΟΣ ἀναπτύσσει διὰ μακρῶν ὅτι ὁ σύζυγος δὲν ἦτο ἀνάξιος τῆς ἐμπιστοσύνης τῆς συζύγου του. [1339, 831, 1582, 881]
paragraph: ΠΑΡΙΣΙΟΙ, 3 Δεκεμβρίου. Ἐπιβεβαιοῦσιν αἱ Ὧραι ὅτι εἶνε ἀποδεδειγμένον ὅτι τὸ ἐπεισόδιον τῶν στρατιωτῶν τῆς ξένης λεγεῶνος προεκλήθη ὑπὸ Γερμανῶν πρακτόρων. [1339, 173, 1582, 235]
paragraph: ΦΡΑΓΚΦΟΥΡΤΗ, 29 Νοεμβρίου 1908. Κύριε Διευθυντὰ τοῦ Ἐμπρός. Εἰς τὸ ἀπὸ 24 Νοεμβρίου ἀνέγνωσα ὅτι ἔχουν ἀναγνωσθῆ σχετικά. [818, 731, 1073, 768]
paragraph: Κατὰ χθεσινὴν αὐθεντικὴν πληροφορίαν, γένηται σήμερον ἐν πάσῃ ἐπισημότητι ἡ ἔναρξις τῶν ἐργασιῶν τοῦ Ὀθωμανικοῦ Κοινοβουλίου. [1081, 581, 1331, 618]
dialogue-line: — Πῶς τὰ εἴχε πῶς; [1339, 1142, 1441, 1154]
banner-subtitle-2: ΗΜΕΡΑ ΤΡΙΤΗ [1400, 349, 1521, 365]
ad-address: ΟΔΟΣ ΑΘΗΝΑΣ 64 [628, 1152, 730, 1163]
column-rule [1077, 72, 1078, 2197]
paragraph: Ἀποκαλύπτεται διάσημος χρῆσις τῆς συμβάσεως ἐν τῷ ταμείῳ. Αὐτὴ ἔγεινεν τὸ πρῶτον μὲ καταγγελίαν ὑπὲρ τοῦ ἀργυροῦ νομίσματος καὶ οἱ δὲν ἐπιτρέπεται νὰ εἰσαχθῶσι. [18, 265, 280, 314]
paragraph: Καθ᾽ ἃ γράφει ἡ Στρατιωτικὴ Παλλὰς εἰς πολλοὺς ἔξωθεν τῆς Ἑλλάδος ὑπουργοὺς ἀνεκοινώθη ἡ διδασκαλία τοῦ τῆς ἐπόμενης Ἀνωτέρας Σχολῆς τοῦ Πολέμου. [818, 333, 1073, 382]
paragraph: Ὁ κ. ΘΕΟΤΟΚΗΣ διαβεβαιοῖ ὅτι ἡ κυβέρνησις ἐνεργεῖ ὅπως ἐπιβάλλεται καὶ ἐκφράζει τὴν λύπην του διὰ τὰς ἀνακριβείας. [18, 630, 280, 666]
column-2 [288, 72, 540, 2197]
naval-court-banner [1343, 259, 1578, 385]
paragraph: Ὁ κ. ΔΡΑΓΟΥΜΗΣ κατέθηκε διάφορα ἄλλα ἔγγραφα. [548, 341, 810, 365]
ad-footer: ΤΟΥΣ ΠΤΩΧΟΥΣ ΔΩΡΕΑΝ [843, 1015, 1048, 1031]
paragraph: ΘΕΟΤΟΚΗΣ. Δυὸ εἶνε ἄλλο ζήτημα καὶ ὄχι στρατιωτικῶν. [18, 914, 280, 938]
section-heading-sub: ΚΑΙ ΣΤΟΙΧΕΙΟΥ ΞΕΝΟΦΟΡΟΥ ΕΙΣ ΠΕΙΡΑΙΑ [1089, 1234, 1323, 1261]
paragraph: Ὁ κ. ΔΡΑΓΟΥΜΗΣ συγκρατεῖ λέγων ὅτι ὁ κυβερνήτης τοῦ Δονικοῦ ἐργάζετο καὶ ἀπέλυσε τὸ πλήρωμα. [548, 217, 810, 254]
kicker-sub: ΟΛΛΑΝΔΙΑΣ ΚΑΙ ΒΕΝΕΖΟΥΕΛΑΣ [1112, 216, 1300, 229]
section-heading-sub: ΤΟΥ ΒΑΣΙΛΕΩΣ [1152, 401, 1260, 415]
section-banner: ΕΙΔΗΣΕΙΣ ΤΗΣ ΗΜΕΡΑΣ [1081, 72, 1331, 190]
source-note: (Ἀθ. Πρ.) [1536, 238, 1582, 250]
paragraph: Ὁ κ. ΣΤΡΑΤΟΣ ὑποδεικνύει ὅτι θὰ ἦτο τὸ ἔργον τῆς Βουλῆς νὰ ἐξετάσῃ. [548, 555, 810, 580]
separator [40, 713, 258, 714]
section-heading-sub: ΤΑ ΣΥΜΒΑΙΝΟΝΤΑ ΕΝ ΛΑΚΕΔΑΙΜΟΝΙ [1127, 1100, 1285, 1127]
section-heading: ΤΟ ΖΗΤΗΜΑ ΤΗΣ ΓΛΩΣΣΗΣ [848, 713, 1043, 727]
paragraph: Πρώτη καλεῖται ἡ μάρτυς ΑΦΡΟΔΙΤΗ ΜΩΡΑΪΤΟΥ ἐκ Βόλου, σύνοικος τῆς σύζυγος Χαλιωτάκη ἐν Βόλῳ. [1339, 433, 1582, 470]
paragraph: ΚΟΥΝΤΟΥΡΙΩΤΗΣ. Δὲν θέλω νὰ εἴπω καὶ ἐγὼ τίποτε. [288, 711, 540, 736]
paragraph: ΡΑΛΛΗΣ. Θὰ ἦσαν ἔρευναι νὰ τὸ γνωρίζετε. [560, 325, 786, 337]
paragraph: Εἰσερχόμενος κατόπιν εἰς γενικωτέραν ἐξέτασιν τοῦ ζητήματος τοῦ Στρατοῦ λέγει ὅτι ὁ στρατὸς ἔχει ἀνάγκην τακτικῆς ὀργανώσεως. [18, 1115, 280, 1152]
paragraph: Εἰσερχόμενος κατόπιν εἰς γενικωτέραν ἐξέτασιν τοῦ ζητήματος τοῦ Στρατοῦ λέγει ὅτι ὁ στρατὸς ἔχει ἀνάγκην τακτικῆς ὀργανώσεως. [18, 1075, 280, 1112]
section-heading-sub: ΕΥΡΩΠΑΙΟΥΣ ΑΞΙΩΜΑΤΙΚΟΥΣ [1100, 832, 1312, 846]
paragraph: Λαμβάνει τὸν λόγον ὁ κ. ΠΑΠΑΓΙΑΝΝΟΥ λέγων ὅτι κατὰ τὴν ψηφοφορίαν συνέβησαν παρανομίαι, γενόμεναι κατὰ τὴν ψηφοφορίαν. [548, 758, 810, 794]
paragraph: Ὁ κ. ΘΕΟΤΟΚΗΣ διαβεβαιοῖ ὅτι ἡ κυβέρνησις ἐνεργεῖ ὅπως ἐπιβάλλεται καὶ ἐκφράζει τὴν λύπην του διὰ τὰς ἀνακριβείας. [18, 670, 280, 707]
paragraph: Ὁ κ. ΚΡΕΣΤΕΝΙΤΗΣ, ἐπιμένει καὶ ζητεῖ τὴν ἐπ᾽ αὐτοῦ γνώμην τῆς Βουλῆς. [548, 528, 810, 552]
ad-text: Θεραπεία τῆς συμπτωματικῆς καὶ τῆς ἐνωτερικῆς τοῦ ὀργανισμοῦ καὶ ἀρμονικῶν ἀναμορφώσεις τοῦ ὀργανισμοῦ. [828, 947, 1063, 983]
paragraph: ΣΠΕΝΤΖΑΣ. Ζητεῖ τὴν πλήρη γνῶσιν τῶν πληροφοριῶν, ἀφορώντων τοῖς ἀξιωματικοῖς τοῦ Ναυτικοῦ. [288, 1209, 540, 1246]
paragraph: ΘΕΟΤΟΚΗΣ. Δυὸ εἶνε ἄλλο ζήτημα καὶ ὄχι στρατιωτικῶν. [18, 1511, 280, 1536]
section-heading: ΠΟΣΟΡΙΝΑ ΚΑΙ ΑΙΩΝΙΑ [862, 622, 1029, 636]
paragraph: καί τὰ στεκόντα ἡμῶν ὑπὸ τῆς ἰσχύος τοῦ ἐφοπλισμοῦ. [18, 72, 280, 96]
section-heading: ΣΥΛΛΗΨΙΣ ΔΥΝΑΜΙΤΙΣΤΩΝ [1109, 1216, 1303, 1230]
paragraph: ΔΡΑΓΟΥΜΗΣ. Μὰ πρέπει νὰ μεταβληθῇ αὐτὸ ὁ ὀργανισμός. [288, 926, 540, 950]
paragraph: ΡΑΛΛΗΣ. Μὰ τὶ σᾶς τὸ εἶπε; [300, 696, 445, 708]
paragraph: Ὁ κ. ΚΟΥΝΤΟΥΡΙΩΤΗΣ λαμβάνων ἀφορμὴν ἐκ τῶν καταστεθεισῶν ὑπὸ τοῦ κ. Θεοτόκη πληροφοριῶν σχετικῶς μὲ τὸν ἀριθμὸν τῶν ἀπαιτουμένων ἀξιωματικῶν καὶ ὁπλιτῶν. [18, 496, 280, 546]
paper-name: ΕΜΠΡΟΣ [706, 16, 894, 56]
section-heading: Ο κ. ΖΩΓΟΠΟΥΛΟΣ [1393, 761, 1528, 775]
paragraph: Ὑπὸ τῶν ὀργάνων τοῦ Λιμεναρχείου Πειραιῶς συνελήφθησαν χθὲς ἁλιεῖς κατὰ τὴν ἀλιείαν διὰ δυναμίτιδος. [1081, 1265, 1331, 1302]
paragraph: Κατ᾽ ἀρχὰς εἶχεν ἐν ἀρμονίᾳ, ἐγὼ καθ᾽ ἡμέραν ἔβλεπον καὶ ὁ κ. Χαλιωτάκης καὶ εἶναι ἐξαιρετικοὶ τῆς ψύχρας οἰκογένειας. [1339, 612, 1582, 649]
paragraph: Καλεῖται κατόπιν ὁ μάρτυς ΚΩΝΣΤ. ΠΑΠΑΔΟΠΟΥΛΟΣ, ὅστις καταθέτει ὅτι διὰ νὰ διευκολυνθῶσι εἰς τὰς ἐξοχικὰς ἐκδρομάς. [1339, 675, 1582, 712]
ad-vouta-store [552, 1273, 806, 1383]
paragraph: ΘΕΟΤΟΚΗΣ. Ἀπορῶ δικαίως καὶ ἐξεγείρομαι διὰ τὰς αὐτάς διατυπώσεις. Ζητεῖται ἐκ νέου τὸ ζήτημα τῶν ἀξιωματικῶν. [288, 1101, 540, 1137]
column-3 [548, 72, 810, 2197]
